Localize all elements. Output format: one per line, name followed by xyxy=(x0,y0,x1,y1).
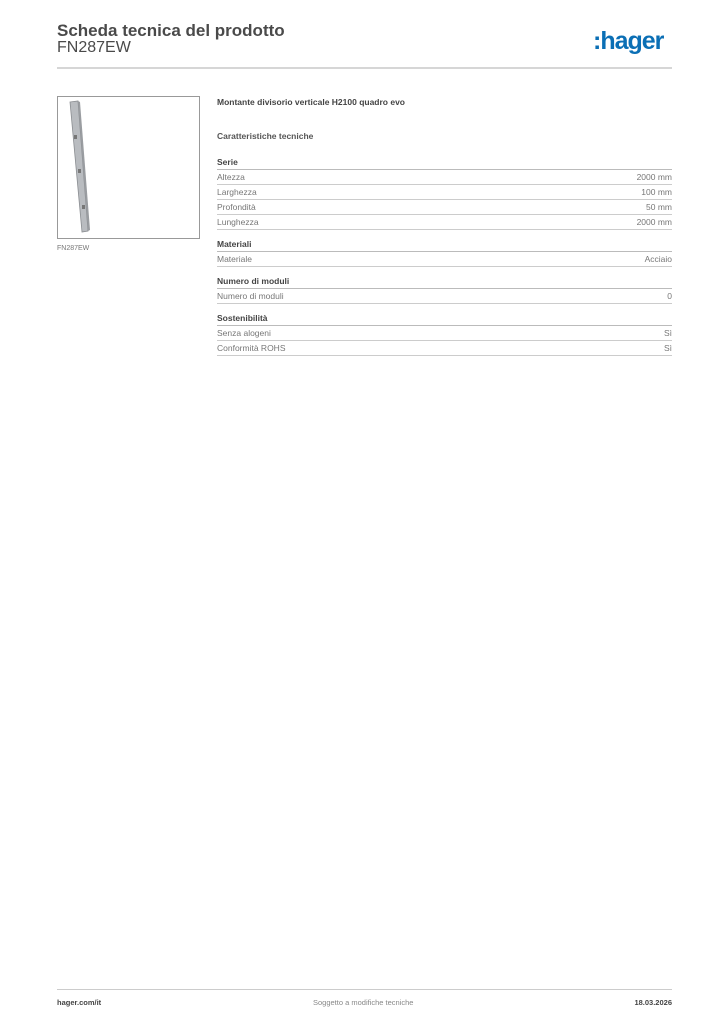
spec-value: 0 xyxy=(667,291,672,301)
spec-row xyxy=(217,200,672,215)
header-divider xyxy=(57,67,672,69)
spec-label: Senza alogeni xyxy=(217,328,271,338)
image-caption: FN287EW xyxy=(57,245,90,252)
spec-panel xyxy=(217,96,672,365)
spec-value: 100 mm xyxy=(641,187,672,197)
spec-value: 2000 mm xyxy=(636,217,672,227)
spec-section xyxy=(217,313,672,356)
spec-label: Materiale xyxy=(217,254,252,264)
spec-value: 2000 mm xyxy=(636,172,672,182)
section-heading: Materiali xyxy=(217,239,672,252)
spec-label: Numero di moduli xyxy=(217,291,284,301)
footer-date: 18.03.2026 xyxy=(634,998,672,1007)
spec-label: Lunghezza xyxy=(217,217,259,227)
spec-section xyxy=(217,157,672,230)
spec-label: Larghezza xyxy=(217,187,257,197)
hager-logo: :hager xyxy=(593,27,664,55)
section-heading: Serie xyxy=(217,157,672,170)
spec-label: Profondità xyxy=(217,202,256,212)
spec-label: Altezza xyxy=(217,172,245,182)
spec-row xyxy=(217,215,672,230)
spec-label: Conformità ROHS xyxy=(217,343,286,353)
spec-section xyxy=(217,239,672,267)
spec-row xyxy=(217,170,672,185)
footer-website-link[interactable]: hager.com/it xyxy=(57,998,102,1007)
spec-value: 50 mm xyxy=(646,202,672,212)
product-image xyxy=(57,96,200,239)
spec-row xyxy=(217,326,672,341)
product-code: FN287EW xyxy=(57,39,131,56)
spec-row xyxy=(217,185,672,200)
vertical-upright-illustration xyxy=(58,97,199,238)
spec-value: Sì xyxy=(663,328,672,338)
spec-value: Sì xyxy=(663,343,672,353)
page-title: Scheda tecnica del prodotto xyxy=(57,21,285,40)
section-heading: Numero di moduli xyxy=(217,276,672,289)
footer-divider xyxy=(57,989,672,990)
spec-row xyxy=(217,252,672,267)
spec-row xyxy=(217,341,672,356)
product-title: Montante divisorio verticale H2100 quadro evo xyxy=(217,97,406,107)
spec-section xyxy=(217,276,672,304)
footer-note: Soggetto a modifiche tecniche xyxy=(313,998,414,1007)
spec-value: Acciaio xyxy=(644,254,672,264)
specs-heading: Caratteristiche tecniche xyxy=(217,131,314,141)
section-heading: Sostenibilità xyxy=(217,313,672,326)
spec-row xyxy=(217,289,672,304)
